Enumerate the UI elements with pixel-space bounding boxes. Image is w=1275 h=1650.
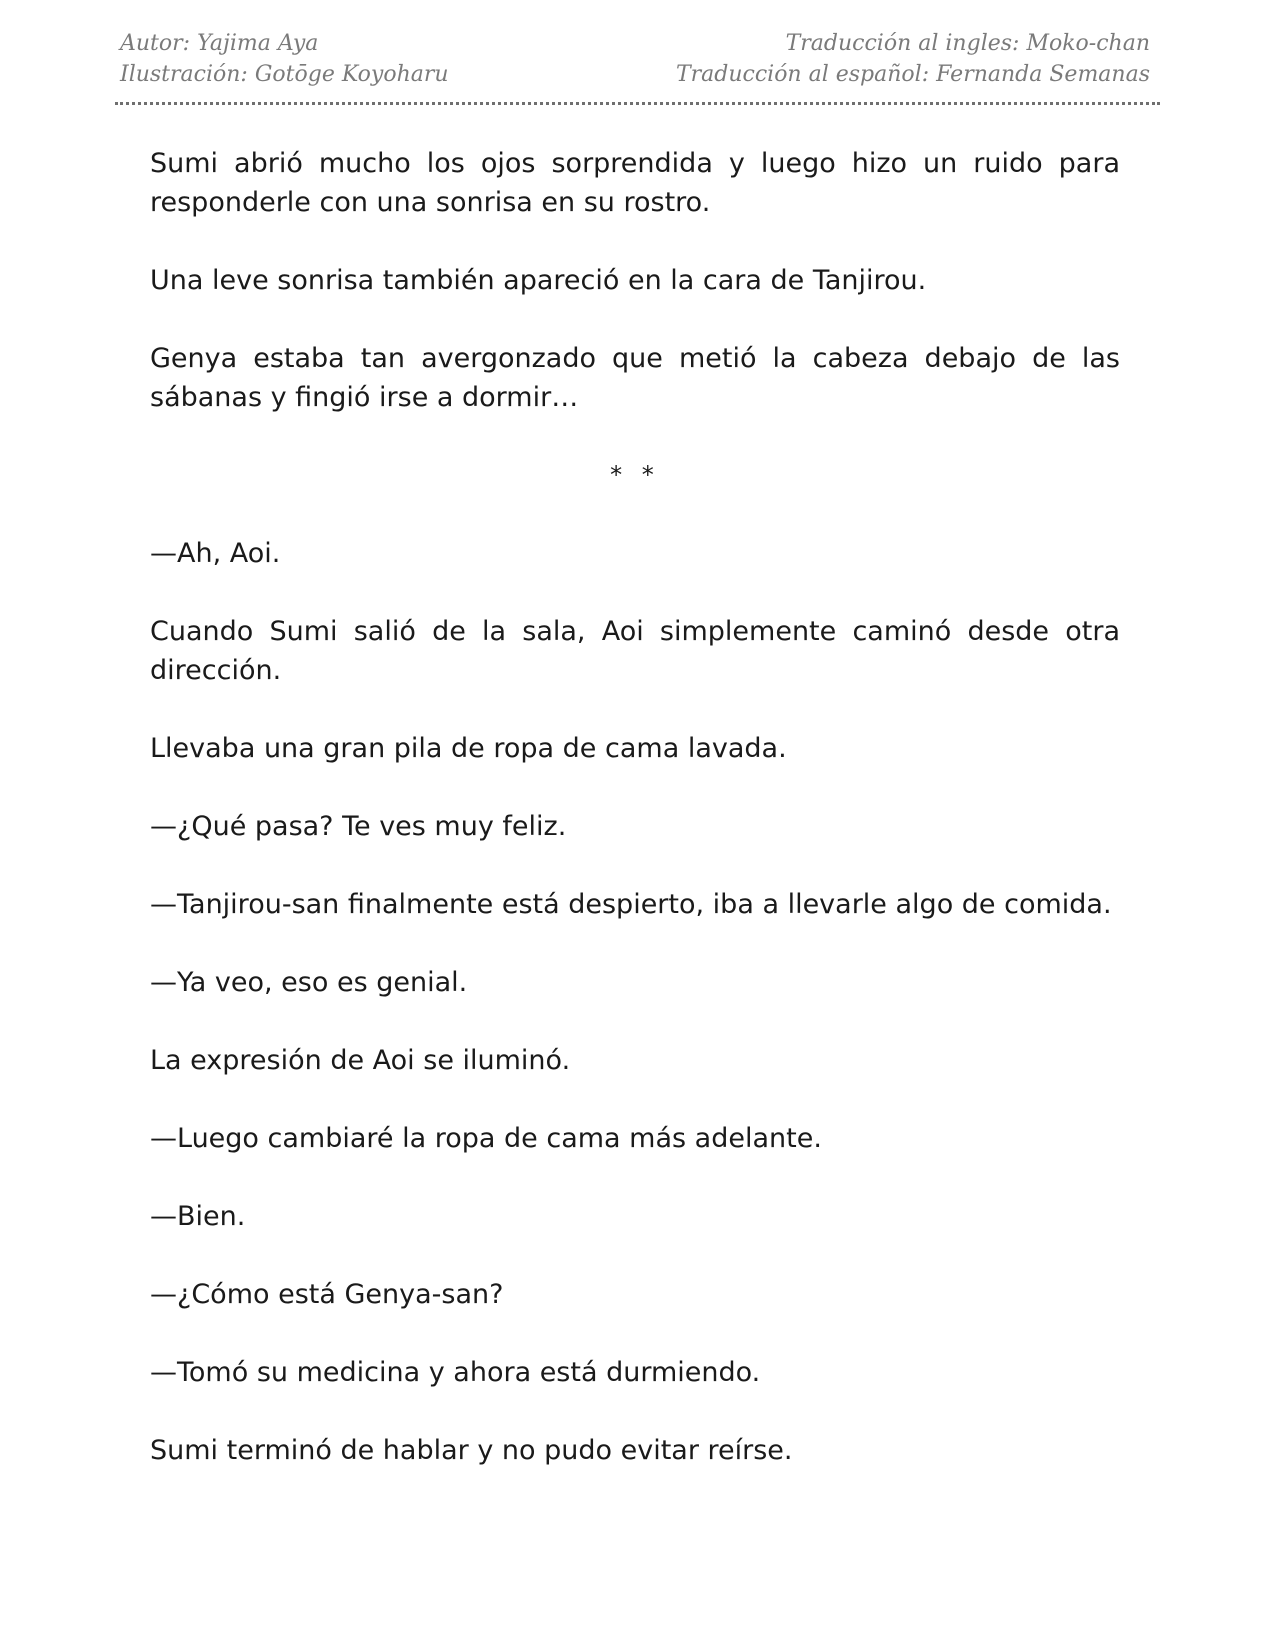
paragraph: La expresión de Aoi se iluminó. [150,1045,571,1076]
paragraph: —Tomó su medicina y ahora está durmiendo. [150,1357,761,1388]
header-credits-left [120,28,449,90]
paragraph: —Ah, Aoi. [150,538,281,569]
paragraph: Sumi terminó de hablar y no pudo evitar reírse. [150,1435,793,1466]
paragraph: Cuando Sumi salió de la sala, Aoi simplemente caminó desde otra dirección. [150,616,1120,686]
header-divider [115,102,1160,105]
page-header [120,28,1150,90]
paragraph: —Luego cambiaré la ropa de cama más adelante. [150,1123,822,1154]
paragraph: —¿Qué pasa? Te ves muy feliz. [150,811,567,842]
paragraph: —Tanjirou-san finalmente está despierto, iba a llevarle algo de comida. [150,889,1112,920]
paragraph: —¿Cómo está Genya-san? [150,1279,504,1310]
paragraph: Sumi abrió mucho los ojos sorprendida y luego hizo un ruido para responderle con una sonrisa en su rostro. [150,148,1120,218]
paragraph: Una leve sonrisa también apareció en la cara de Tanjirou. [150,265,927,296]
paragraph: Llevaba una gran pila de ropa de cama lavada. [150,733,787,764]
header-credits-right [676,28,1150,90]
spanish-translation-credit: Traducción al español: Fernanda Semanas [675,62,1150,87]
paragraph: —Ya veo, eso es genial. [150,967,468,998]
author-credit: Autor: Yajima Aya [120,31,319,56]
paragraph: —Bien. [150,1201,246,1232]
document-body [150,144,1120,1509]
scene-break: * * [610,461,660,489]
english-translation-credit: Traducción al ingles: Moko-chan [785,31,1150,56]
illustration-credit: Ilustración: Gotōge Koyoharu [120,62,449,87]
paragraph: Genya estaba tan avergonzado que metió la cabeza debajo de las sábanas y fingió irse a dormir… [150,343,1120,413]
